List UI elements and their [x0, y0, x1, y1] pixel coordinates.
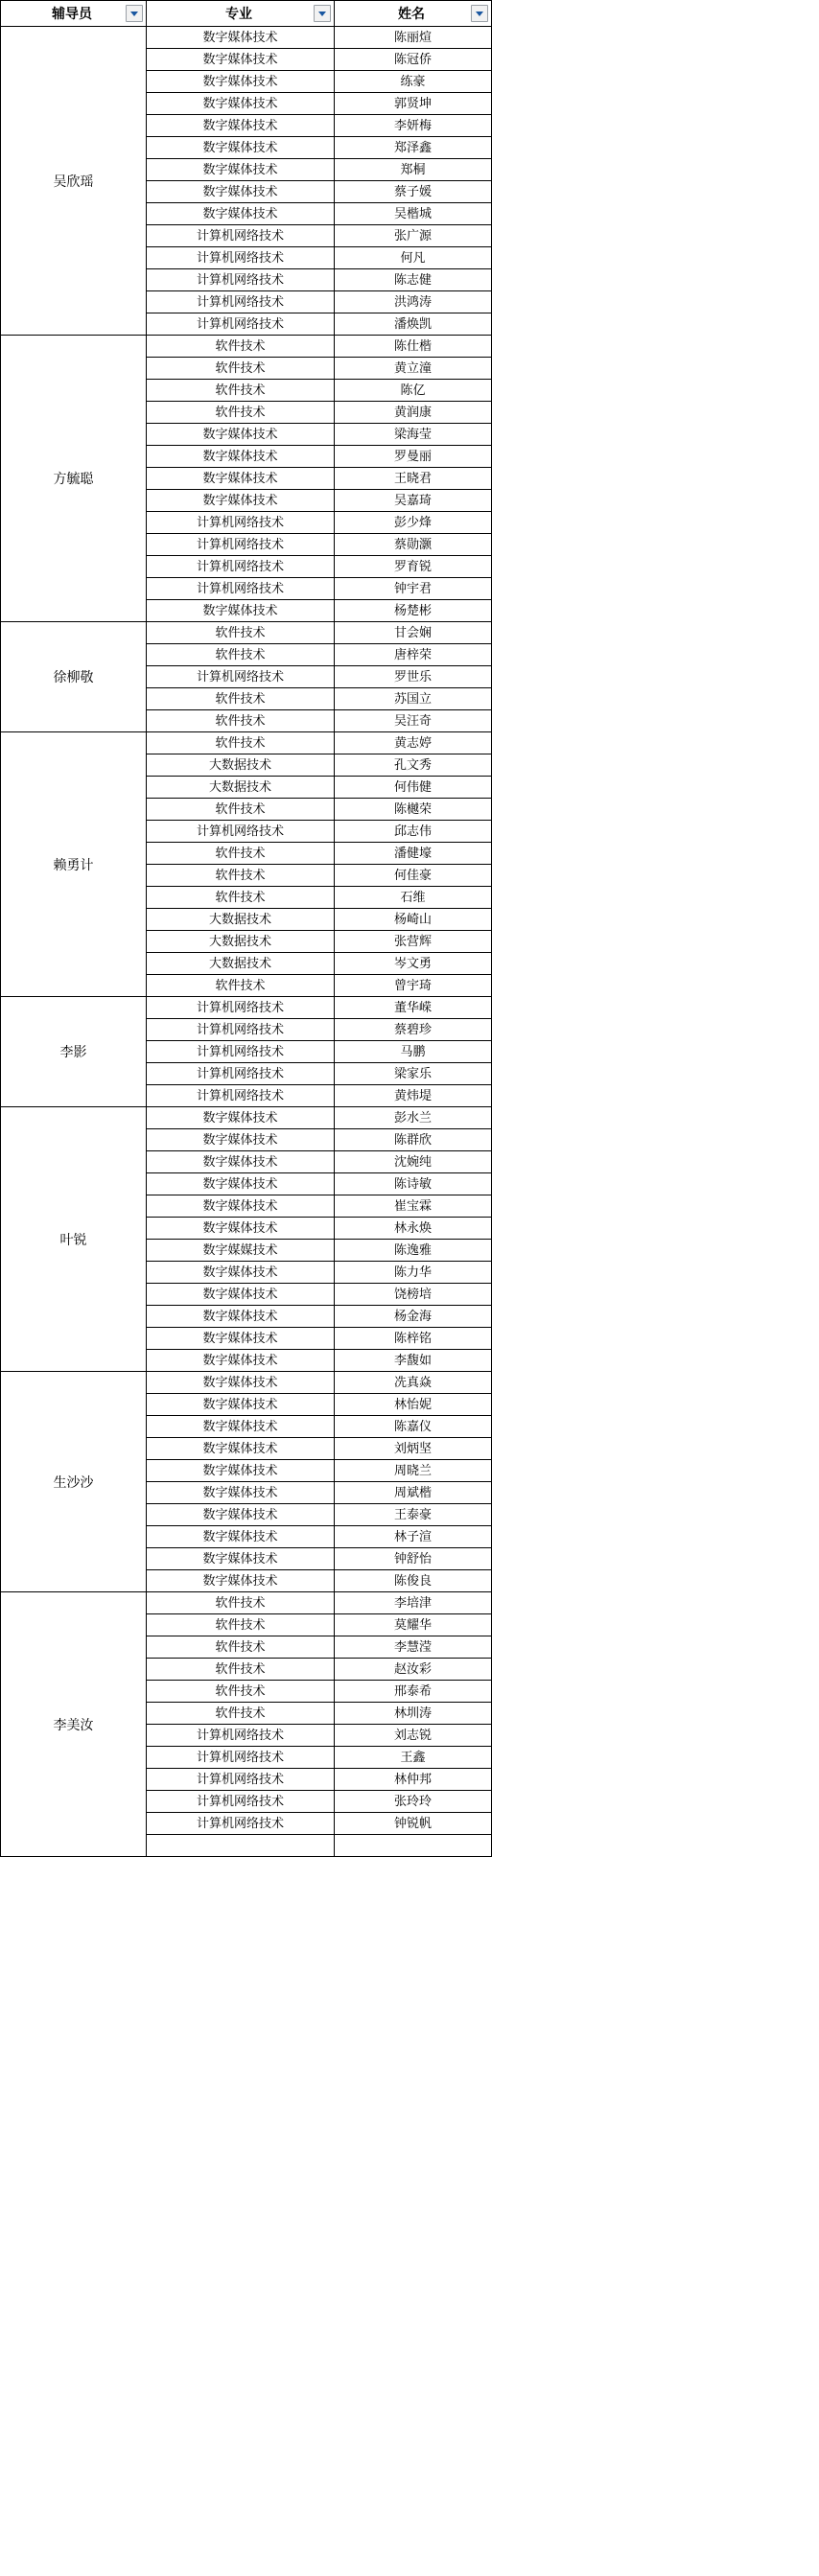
major-cell: 软件技术 — [147, 865, 335, 887]
major-cell: 软件技术 — [147, 358, 335, 380]
name-cell: 刘炳坚 — [335, 1438, 492, 1460]
major-cell: 数字媒体技术 — [147, 159, 335, 181]
major-cell: 数字媒体技术 — [147, 1460, 335, 1482]
name-cell: 张广源 — [335, 225, 492, 247]
table-row — [1, 336, 492, 358]
name-cell: 蔡碧珍 — [335, 1019, 492, 1041]
major-cell: 软件技术 — [147, 732, 335, 754]
major-cell: 数字媒体技术 — [147, 49, 335, 71]
major-cell — [147, 1835, 335, 1857]
name-cell: 梁家乐 — [335, 1063, 492, 1085]
major-cell: 计算机网络技术 — [147, 997, 335, 1019]
adviser-cell: 叶锐 — [1, 1107, 147, 1372]
major-cell: 软件技术 — [147, 622, 335, 644]
major-cell: 数字媒体技术 — [147, 27, 335, 49]
name-cell: 练豪 — [335, 71, 492, 93]
table-row — [1, 1107, 492, 1129]
major-cell: 计算机网络技术 — [147, 1769, 335, 1791]
name-cell: 王晓君 — [335, 468, 492, 490]
name-cell: 罗曼丽 — [335, 446, 492, 468]
major-cell: 软件技术 — [147, 710, 335, 732]
major-cell: 软件技术 — [147, 1592, 335, 1614]
name-cell: 郑泽鑫 — [335, 137, 492, 159]
major-cell: 计算机网络技术 — [147, 225, 335, 247]
column-header-name — [335, 1, 492, 27]
name-cell: 罗育锐 — [335, 556, 492, 578]
column-header-major — [147, 1, 335, 27]
major-cell: 软件技术 — [147, 380, 335, 402]
table-row — [1, 1592, 492, 1614]
major-cell: 软件技术 — [147, 1681, 335, 1703]
name-cell: 黄润康 — [335, 402, 492, 424]
major-cell: 软件技术 — [147, 688, 335, 710]
major-cell: 软件技术 — [147, 644, 335, 666]
name-cell: 周晓兰 — [335, 1460, 492, 1482]
name-cell: 石维 — [335, 887, 492, 909]
major-cell: 数字媒体技术 — [147, 1570, 335, 1592]
name-cell: 陈仕楷 — [335, 336, 492, 358]
major-cell: 数字媒体技术 — [147, 1328, 335, 1350]
name-cell: 邢泰希 — [335, 1681, 492, 1703]
major-cell: 软件技术 — [147, 1636, 335, 1659]
major-cell: 大数据技术 — [147, 931, 335, 953]
column-header-adviser-label: 辅导员 — [52, 6, 92, 21]
name-cell: 饶榜培 — [335, 1284, 492, 1306]
major-cell: 数字媒体技术 — [147, 203, 335, 225]
name-cell: 李培津 — [335, 1592, 492, 1614]
name-cell: 赵汝彩 — [335, 1659, 492, 1681]
name-cell: 刘志锐 — [335, 1725, 492, 1747]
adviser-cell: 赖勇计 — [1, 732, 147, 997]
adviser-cell: 方毓聪 — [1, 336, 147, 622]
name-cell: 陈冠侨 — [335, 49, 492, 71]
major-cell: 软件技术 — [147, 799, 335, 821]
major-cell: 数字媒体技术 — [147, 1394, 335, 1416]
name-cell: 潘健壕 — [335, 843, 492, 865]
major-cell: 计算机网络技术 — [147, 1725, 335, 1747]
name-cell: 陈嘉仪 — [335, 1416, 492, 1438]
name-cell: 林怡妮 — [335, 1394, 492, 1416]
name-cell: 陈樾荣 — [335, 799, 492, 821]
name-cell: 马鹏 — [335, 1041, 492, 1063]
name-cell: 莫耀华 — [335, 1614, 492, 1636]
major-cell: 计算机网络技术 — [147, 247, 335, 269]
name-cell: 唐梓荣 — [335, 644, 492, 666]
name-cell: 林仲邦 — [335, 1769, 492, 1791]
name-cell: 张玲玲 — [335, 1791, 492, 1813]
name-cell: 吴嘉琦 — [335, 490, 492, 512]
major-cell: 计算机网络技术 — [147, 269, 335, 291]
name-cell: 苏国立 — [335, 688, 492, 710]
major-cell: 数字媒媒技术 — [147, 1240, 335, 1262]
major-cell: 软件技术 — [147, 336, 335, 358]
student-adviser-table — [0, 0, 492, 1857]
name-cell: 陈逸雅 — [335, 1240, 492, 1262]
column-header-major-label: 专业 — [225, 6, 252, 21]
major-cell: 计算机网络技术 — [147, 1019, 335, 1041]
major-cell: 数字媒体技术 — [147, 181, 335, 203]
major-cell: 数字媒体技术 — [147, 1548, 335, 1570]
name-cell: 何伟健 — [335, 777, 492, 799]
column-header-adviser — [1, 1, 147, 27]
name-cell: 陈志健 — [335, 269, 492, 291]
major-cell: 数字媒体技术 — [147, 1218, 335, 1240]
name-cell: 陈诗敏 — [335, 1173, 492, 1195]
name-cell: 林子渲 — [335, 1526, 492, 1548]
major-cell: 数字媒体技术 — [147, 115, 335, 137]
name-cell: 周斌楷 — [335, 1482, 492, 1504]
name-cell: 陈丽煊 — [335, 27, 492, 49]
name-cell: 蔡子媛 — [335, 181, 492, 203]
major-cell: 软件技术 — [147, 887, 335, 909]
major-cell: 计算机网络技术 — [147, 291, 335, 313]
name-cell: 罗世乐 — [335, 666, 492, 688]
major-cell: 计算机网络技术 — [147, 1085, 335, 1107]
adviser-cell: 生沙沙 — [1, 1372, 147, 1592]
name-cell: 沈婉纯 — [335, 1151, 492, 1173]
major-cell: 计算机网络技术 — [147, 1813, 335, 1835]
major-cell: 数字媒体技术 — [147, 1526, 335, 1548]
name-cell: 陈梓铭 — [335, 1328, 492, 1350]
major-cell: 数字媒体技术 — [147, 1416, 335, 1438]
major-cell: 计算机网络技术 — [147, 578, 335, 600]
name-cell: 陈群欣 — [335, 1129, 492, 1151]
spreadsheet-sheet — [0, 0, 491, 1857]
name-cell: 蔡勋灏 — [335, 534, 492, 556]
name-cell: 孔文秀 — [335, 754, 492, 777]
major-cell: 数字媒体技术 — [147, 137, 335, 159]
name-cell: 林圳涛 — [335, 1703, 492, 1725]
major-cell: 大数据技术 — [147, 953, 335, 975]
filter-dropdown-icon-name[interactable] — [471, 5, 488, 22]
name-cell: 李慧滢 — [335, 1636, 492, 1659]
name-cell: 甘会娴 — [335, 622, 492, 644]
major-cell: 数字媒体技术 — [147, 71, 335, 93]
name-cell: 钟宇君 — [335, 578, 492, 600]
major-cell: 计算机网络技术 — [147, 556, 335, 578]
major-cell: 软件技术 — [147, 1659, 335, 1681]
name-cell: 王鑫 — [335, 1747, 492, 1769]
adviser-cell: 徐柳敬 — [1, 622, 147, 732]
table-row — [1, 997, 492, 1019]
header-row — [1, 1, 492, 27]
name-cell: 黄炜堤 — [335, 1085, 492, 1107]
major-cell: 软件技术 — [147, 975, 335, 997]
major-cell: 数字媒体技术 — [147, 1195, 335, 1218]
major-cell: 计算机网络技术 — [147, 821, 335, 843]
major-cell: 数字媒体技术 — [147, 424, 335, 446]
major-cell: 计算机网络技术 — [147, 512, 335, 534]
major-cell: 数字媒体技术 — [147, 1306, 335, 1328]
major-cell: 数字媒体技术 — [147, 1284, 335, 1306]
major-cell: 数字媒体技术 — [147, 1173, 335, 1195]
name-cell: 郑桐 — [335, 159, 492, 181]
adviser-cell: 李影 — [1, 997, 147, 1107]
major-cell: 数字媒体技术 — [147, 1107, 335, 1129]
name-cell: 吴汪奇 — [335, 710, 492, 732]
major-cell: 数字媒体技术 — [147, 1504, 335, 1526]
name-cell: 董华嵘 — [335, 997, 492, 1019]
major-cell: 数字媒体技术 — [147, 1372, 335, 1394]
adviser-cell: 李美汝 — [1, 1592, 147, 1857]
major-cell: 数字媒体技术 — [147, 1151, 335, 1173]
name-cell: 钟锐帆 — [335, 1813, 492, 1835]
table-body — [1, 27, 492, 1857]
major-cell: 计算机网络技术 — [147, 666, 335, 688]
major-cell: 数字媒体技术 — [147, 1350, 335, 1372]
major-cell: 大数据技术 — [147, 909, 335, 931]
table-row — [1, 27, 492, 49]
major-cell: 数字媒体技术 — [147, 446, 335, 468]
name-cell: 洪鸿涛 — [335, 291, 492, 313]
major-cell: 数字媒体技术 — [147, 468, 335, 490]
table-header — [1, 1, 492, 27]
major-cell: 数字媒体技术 — [147, 1482, 335, 1504]
major-cell: 数字媒体技术 — [147, 93, 335, 115]
name-cell: 曾宇琦 — [335, 975, 492, 997]
name-cell: 邱志伟 — [335, 821, 492, 843]
major-cell: 计算机网络技术 — [147, 1063, 335, 1085]
name-cell: 陈俊良 — [335, 1570, 492, 1592]
name-cell: 陈亿 — [335, 380, 492, 402]
column-header-name-label: 姓名 — [398, 6, 425, 21]
name-cell: 杨金海 — [335, 1306, 492, 1328]
name-cell: 林永焕 — [335, 1218, 492, 1240]
name-cell: 王泰豪 — [335, 1504, 492, 1526]
name-cell: 李妍梅 — [335, 115, 492, 137]
name-cell: 吴楷城 — [335, 203, 492, 225]
name-cell: 崔宝霖 — [335, 1195, 492, 1218]
name-cell: 郭贤坤 — [335, 93, 492, 115]
major-cell: 数字媒体技术 — [147, 1262, 335, 1284]
name-cell: 梁海莹 — [335, 424, 492, 446]
table-row — [1, 622, 492, 644]
name-cell: 何佳豪 — [335, 865, 492, 887]
major-cell: 计算机网络技术 — [147, 1791, 335, 1813]
major-cell: 软件技术 — [147, 843, 335, 865]
major-cell: 计算机网络技术 — [147, 1041, 335, 1063]
filter-dropdown-icon-adviser[interactable] — [126, 5, 143, 22]
name-cell: 黄立潼 — [335, 358, 492, 380]
name-cell: 杨崎山 — [335, 909, 492, 931]
name-cell: 张营辉 — [335, 931, 492, 953]
major-cell: 数字媒体技术 — [147, 1129, 335, 1151]
major-cell: 计算机网络技术 — [147, 534, 335, 556]
name-cell — [335, 1835, 492, 1857]
name-cell: 黄志婷 — [335, 732, 492, 754]
name-cell: 潘焕凯 — [335, 313, 492, 336]
major-cell: 数字媒体技术 — [147, 600, 335, 622]
name-cell: 彭水兰 — [335, 1107, 492, 1129]
major-cell: 软件技术 — [147, 1703, 335, 1725]
major-cell: 软件技术 — [147, 1614, 335, 1636]
major-cell: 软件技术 — [147, 402, 335, 424]
major-cell: 数字媒体技术 — [147, 490, 335, 512]
adviser-cell: 吴欣瑶 — [1, 27, 147, 336]
major-cell: 计算机网络技术 — [147, 1747, 335, 1769]
name-cell: 冼真焱 — [335, 1372, 492, 1394]
name-cell: 李馥如 — [335, 1350, 492, 1372]
name-cell: 杨楚彬 — [335, 600, 492, 622]
name-cell: 彭少烽 — [335, 512, 492, 534]
name-cell: 何凡 — [335, 247, 492, 269]
filter-dropdown-icon-major[interactable] — [314, 5, 331, 22]
name-cell: 钟舒怡 — [335, 1548, 492, 1570]
major-cell: 大数据技术 — [147, 777, 335, 799]
name-cell: 陈力华 — [335, 1262, 492, 1284]
table-row — [1, 732, 492, 754]
major-cell: 数字媒体技术 — [147, 1438, 335, 1460]
name-cell: 岑文勇 — [335, 953, 492, 975]
major-cell: 计算机网络技术 — [147, 313, 335, 336]
table-row — [1, 1372, 492, 1394]
major-cell: 大数据技术 — [147, 754, 335, 777]
